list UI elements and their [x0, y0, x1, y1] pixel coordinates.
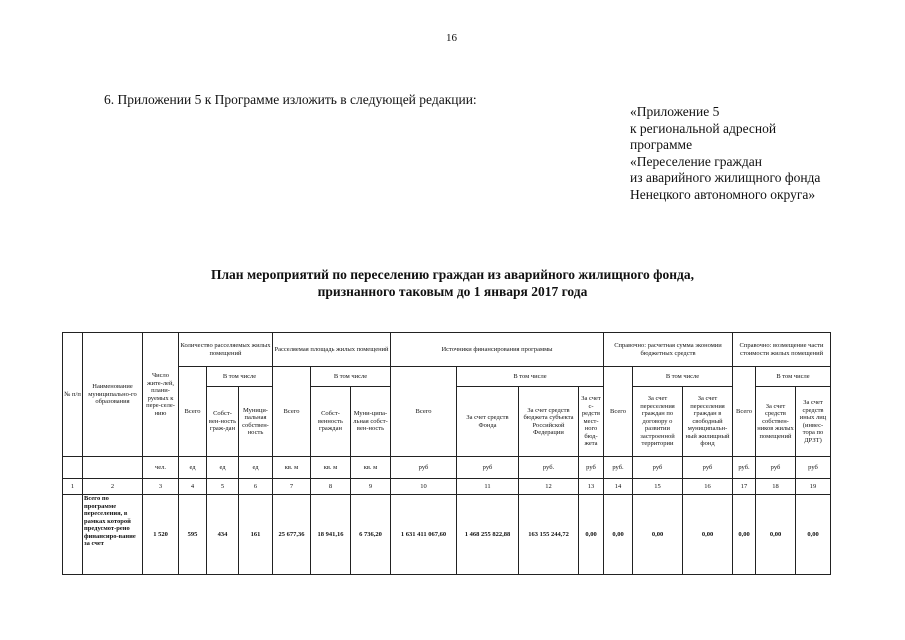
plan-table — [62, 332, 831, 575]
unit-cell: руб — [391, 457, 457, 479]
unit-cell: руб — [633, 457, 683, 479]
value-cell: 161 — [239, 495, 273, 575]
appendix-header — [630, 104, 820, 203]
unit-cell: руб. — [733, 457, 756, 479]
plan-title-line: План мероприятий по переселению граждан из аварийного жилищного фонда, — [210, 267, 695, 282]
page-number: 16 — [446, 32, 457, 44]
value-cell: 0,00 — [579, 495, 604, 575]
appendix-line: «Приложение 5 — [630, 104, 720, 119]
value-cell: 0,00 — [796, 495, 831, 575]
header-funding-group: Источники финансирования программы — [391, 333, 604, 367]
header-compensation-total: Всего — [733, 367, 756, 457]
header-comp-owners: За счет средств собствен-ников жилых помещений — [756, 387, 796, 457]
plan-title — [0, 266, 905, 300]
header-including: В том числе — [457, 367, 604, 387]
header-econ-development: За счет переселения граждан по договору о развитии застроенной территории — [633, 387, 683, 457]
header-area-group: Расселяемая площадь жилых помещений — [273, 333, 391, 367]
unit-cell: кв. м — [311, 457, 351, 479]
column-number-cell: 8 — [311, 479, 351, 495]
value-cell: 163 155 244,72 — [519, 495, 579, 575]
column-number-cell: 18 — [756, 479, 796, 495]
appendix-line: к региональной адресной — [630, 120, 777, 136]
unit-cell: чел. — [143, 457, 179, 479]
column-number-cell: 10 — [391, 479, 457, 495]
unit-cell: руб — [683, 457, 733, 479]
unit-cell: кв. м — [351, 457, 391, 479]
column-number-cell: 6 — [239, 479, 273, 495]
column-number-cell: 19 — [796, 479, 831, 495]
header-including: В том числе — [633, 367, 733, 387]
header-rooms-municipal: Муници-пальная собствен-ность — [239, 387, 273, 457]
column-number-cell: 12 — [519, 479, 579, 495]
column-numbers-row — [63, 479, 831, 495]
header-fund-source: За счет средств Фонда — [457, 387, 519, 457]
column-number-cell: 2 — [83, 479, 143, 495]
unit-cell: руб — [756, 457, 796, 479]
value-cell: 1 631 411 067,60 — [391, 495, 457, 575]
appendix-line: «Переселение граждан — [630, 153, 762, 169]
units-empty-cell — [83, 457, 143, 479]
column-number-cell: 9 — [351, 479, 391, 495]
value-cell: 0,00 — [683, 495, 733, 575]
header-econ-free-fund: За счет переселения граждан в свободный муниципальн-ный жилищный фонд — [683, 387, 733, 457]
unit-cell: кв. м — [273, 457, 311, 479]
value-cell: 18 941,16 — [311, 495, 351, 575]
intro-paragraph: 6. Приложении 5 к Программе изложить в следующей редакции: — [104, 92, 477, 107]
column-number-cell: 4 — [179, 479, 207, 495]
header-comp-others: За счет средств иных лиц (инвес-тора по ДРЗТ) — [796, 387, 831, 457]
header-rooms-private: Собст-вен-ность граж-дан — [207, 387, 239, 457]
value-cell: 0,00 — [733, 495, 756, 575]
header-municipality: Наименование муниципально-го образования — [83, 333, 143, 457]
value-cell: 6 736,20 — [351, 495, 391, 575]
column-number-cell: 14 — [604, 479, 633, 495]
header-including: В том числе — [756, 367, 831, 387]
header-economy-total: Всего — [604, 367, 633, 457]
unit-cell: руб — [579, 457, 604, 479]
header-local-budget: За счет с-редств мест-ного бюд-жета — [579, 387, 604, 457]
unit-cell: руб — [796, 457, 831, 479]
column-number-cell: 11 — [457, 479, 519, 495]
column-number-cell: 5 — [207, 479, 239, 495]
plan-title-line: признанного таковым до 1 января 2017 года — [317, 284, 588, 299]
header-rooms-total: Всего — [179, 367, 207, 457]
header-economy-group: Справочно: расчетная сумма экономии бюджетных средств — [604, 333, 733, 367]
column-number-cell: 7 — [273, 479, 311, 495]
unit-cell: руб — [457, 457, 519, 479]
header-residents: Число жите-лей, плани-руемых к пере-селе-нию — [143, 333, 179, 457]
value-cell: 25 677,36 — [273, 495, 311, 575]
header-including: В том числе — [207, 367, 273, 387]
header-area-private: Собст-венность граждан — [311, 387, 351, 457]
column-number-cell: 13 — [579, 479, 604, 495]
unit-cell: ед — [179, 457, 207, 479]
header-num: № п/п — [63, 333, 83, 457]
appendix-line: из аварийного жилищного фонда — [630, 170, 821, 185]
appendix-line: программе — [630, 137, 693, 152]
header-subject-budget: За счет средств бюджета субъекта Российской Федерации — [519, 387, 579, 457]
value-cell: 595 — [179, 495, 207, 575]
column-number-cell: 16 — [683, 479, 733, 495]
unit-cell: руб. — [519, 457, 579, 479]
value-cell: 1 520 — [143, 495, 179, 575]
header-area-municipal: Муни-ципа-льная собст-вен-ность — [351, 387, 391, 457]
column-number-cell: 3 — [143, 479, 179, 495]
value-cell: 1 468 255 822,88 — [457, 495, 519, 575]
unit-cell: ед — [207, 457, 239, 479]
units-empty-cell — [63, 457, 83, 479]
value-cell: 434 — [207, 495, 239, 575]
row-label: Всего по программе переселения, в рамках которой предусмот-рено финансиро-вание за счет — [83, 495, 143, 575]
value-cell: 0,00 — [756, 495, 796, 575]
header-rooms-group: Количество расселяемых жилых помещений — [179, 333, 273, 367]
appendix-line: Ненецкого автономного округа» — [630, 186, 816, 202]
column-number-cell: 15 — [633, 479, 683, 495]
header-including: В том числе — [311, 367, 391, 387]
row-empty-cell — [63, 495, 83, 575]
value-cell: 0,00 — [633, 495, 683, 575]
column-number-cell: 17 — [733, 479, 756, 495]
header-funding-total: Всего — [391, 367, 457, 457]
header-area-total: Всего — [273, 367, 311, 457]
unit-cell: ед — [239, 457, 273, 479]
table-row — [63, 495, 831, 575]
column-number-cell: 1 — [63, 479, 83, 495]
units-row — [63, 457, 831, 479]
unit-cell: руб. — [604, 457, 633, 479]
value-cell: 0,00 — [604, 495, 633, 575]
header-compensation-group: Справочно: возмещение части стоимости жилых помещений — [733, 333, 831, 367]
